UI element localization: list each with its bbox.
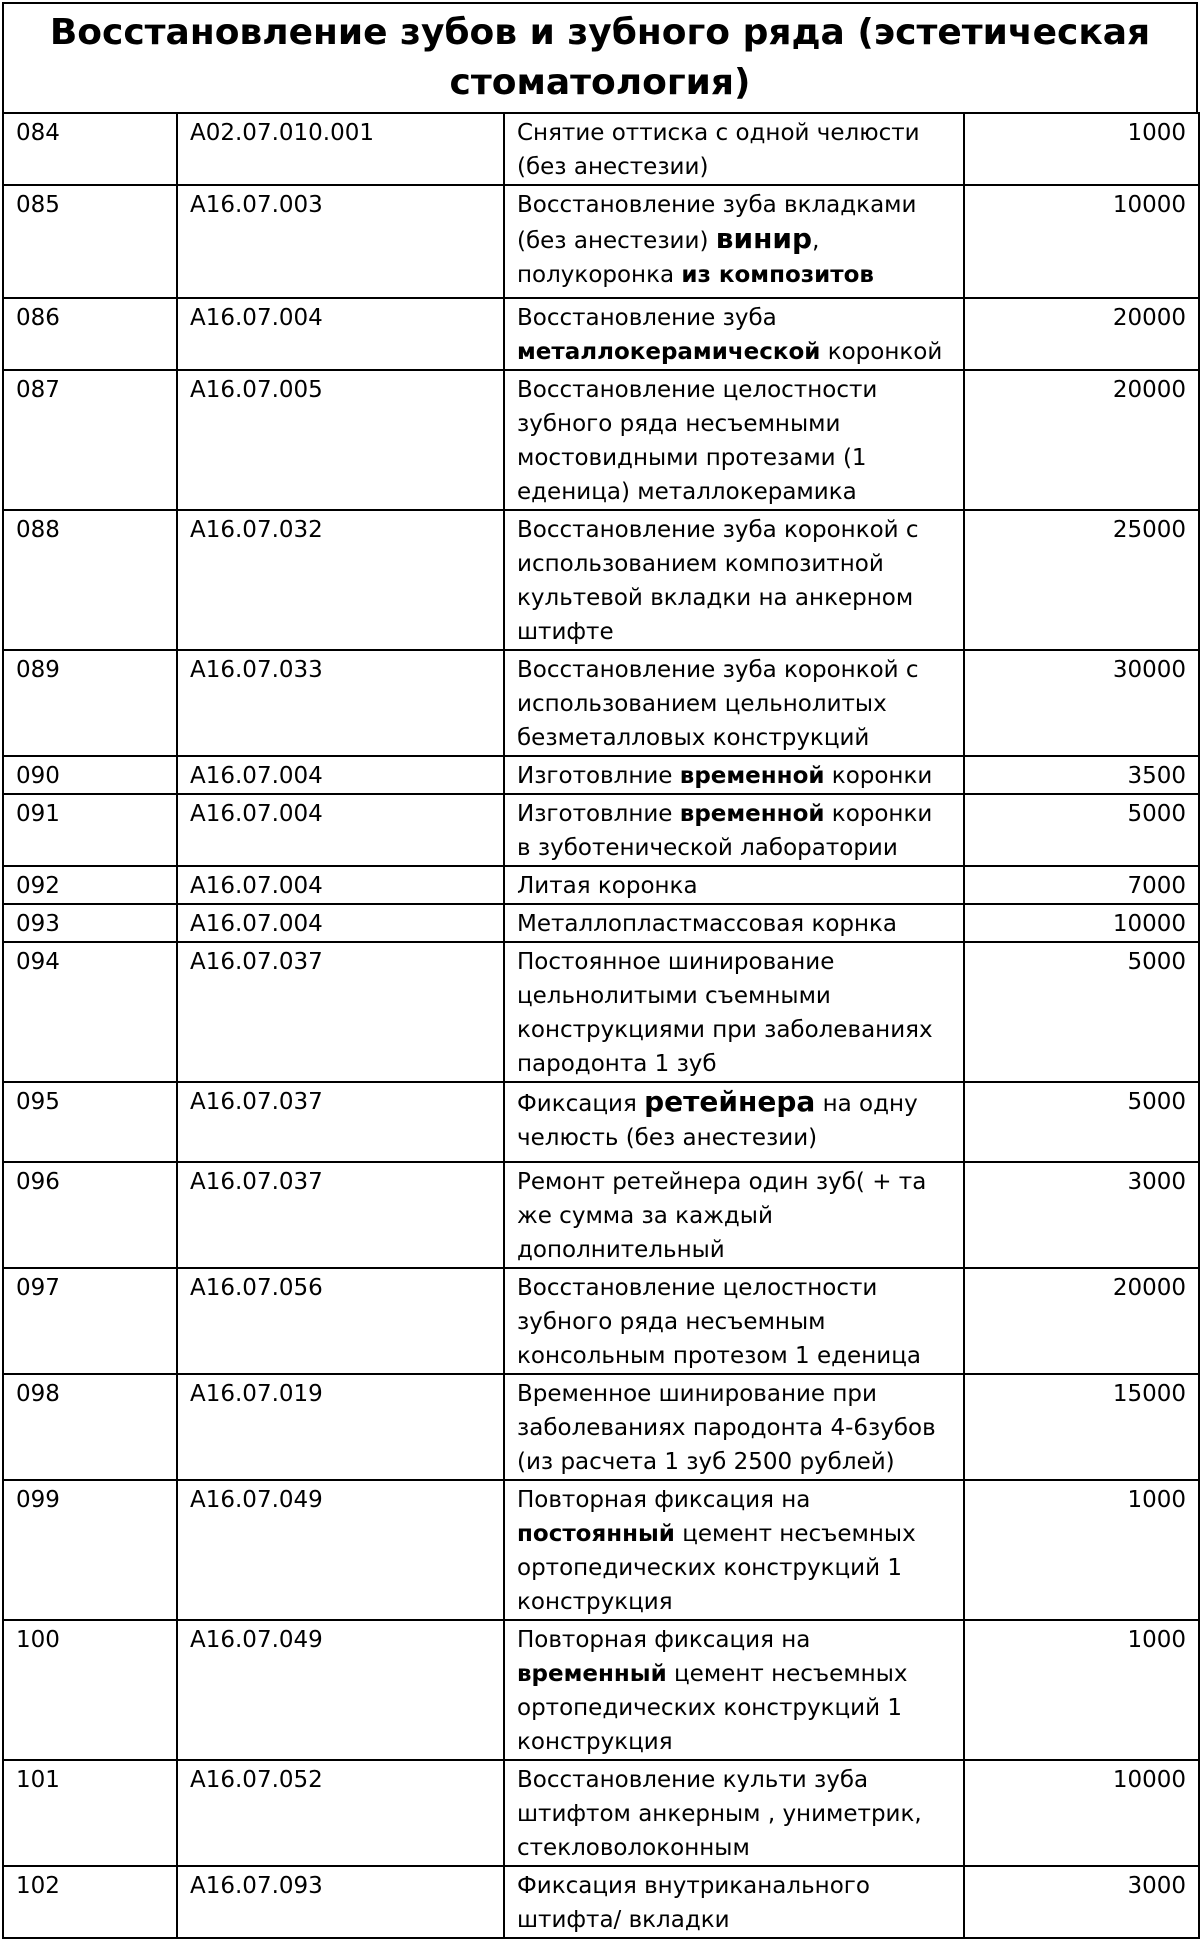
row-number: 092	[3, 866, 177, 904]
row-number: 087	[3, 370, 177, 510]
description-segment: металлокерамической	[517, 339, 821, 365]
description-segment: цемент несъемных ортопедических конструкций 1 конструкция	[517, 1661, 908, 1755]
description-segment: временной	[679, 763, 825, 789]
service-description	[504, 866, 964, 904]
service-code: A16.07.004	[177, 904, 504, 942]
service-code: A02.07.010.001	[177, 113, 504, 185]
table-row	[3, 1620, 1199, 1760]
service-description	[504, 1866, 964, 1938]
price-table	[2, 112, 1200, 1939]
row-number: 090	[3, 756, 177, 794]
price-list-page	[2, 2, 1198, 1939]
description-segment: на одну челюсть (без анестезии)	[517, 1091, 918, 1151]
description-segment: Повторная фиксация на	[517, 1487, 811, 1513]
row-number: 094	[3, 942, 177, 1082]
row-number: 101	[3, 1760, 177, 1866]
description-segment: Восстановление целостности зубного ряда несъемными мостовидными протезами (1 еденица) металлокерамика	[517, 377, 878, 505]
description-segment: коронкой	[820, 339, 943, 365]
row-number: 085	[3, 185, 177, 298]
description-segment: коронки	[824, 763, 933, 789]
service-price: 3000	[964, 1162, 1199, 1268]
service-description	[504, 510, 964, 650]
service-price: 3500	[964, 756, 1199, 794]
row-number: 093	[3, 904, 177, 942]
row-number: 096	[3, 1162, 177, 1268]
service-code: A16.07.049	[177, 1620, 504, 1760]
row-number: 089	[3, 650, 177, 756]
service-description	[504, 298, 964, 370]
service-price: 10000	[964, 185, 1199, 298]
service-description	[504, 904, 964, 942]
table-row	[3, 650, 1199, 756]
row-number: 100	[3, 1620, 177, 1760]
service-price: 1000	[964, 113, 1199, 185]
page-title: Восстановление зубов и зубного ряда (эстетическая стоматология)	[2, 2, 1198, 112]
service-price: 15000	[964, 1374, 1199, 1480]
service-code: A16.07.037	[177, 1162, 504, 1268]
table-row	[3, 1374, 1199, 1480]
service-code: A16.07.004	[177, 794, 504, 866]
description-segment: Повторная фиксация на	[517, 1627, 811, 1653]
table-row	[3, 904, 1199, 942]
service-code: A16.07.037	[177, 942, 504, 1082]
service-description	[504, 1082, 964, 1162]
description-segment: Металлопластмассовая корнка	[517, 911, 898, 937]
service-code: A16.07.004	[177, 756, 504, 794]
service-code: A16.07.093	[177, 1866, 504, 1938]
description-segment: временный	[517, 1661, 667, 1687]
service-price: 20000	[964, 370, 1199, 510]
table-row	[3, 794, 1199, 866]
description-segment: Изготовлние	[517, 763, 680, 789]
row-number: 099	[3, 1480, 177, 1620]
description-segment: постоянный	[517, 1521, 675, 1547]
service-description	[504, 1162, 964, 1268]
service-price: 5000	[964, 794, 1199, 866]
description-segment: Снятие оттиска с одной челюсти (без анестезии)	[517, 120, 920, 180]
service-description	[504, 650, 964, 756]
description-segment: Восстановление целостности зубного ряда несъемным консольным протезом 1 еденица	[517, 1275, 921, 1369]
description-segment: Постоянное шинирование цельнолитыми съемными конструкциями при заболеваниях пародонта 1 зуб	[517, 949, 933, 1077]
service-description	[504, 1480, 964, 1620]
service-description	[504, 1374, 964, 1480]
description-segment: коронки в зуботенической лаборатории	[517, 801, 933, 861]
row-number: 098	[3, 1374, 177, 1480]
service-description	[504, 370, 964, 510]
table-row	[3, 866, 1199, 904]
description-segment: из композитов	[681, 262, 874, 288]
row-number: 095	[3, 1082, 177, 1162]
service-price: 5000	[964, 942, 1199, 1082]
description-segment: Фиксация	[517, 1091, 645, 1117]
description-segment: Изготовлние	[517, 801, 680, 827]
service-price: 20000	[964, 1268, 1199, 1374]
description-segment: Ремонт ретейнера один зуб( + та же сумма за каждый дополнительный	[517, 1169, 927, 1263]
description-segment: Литая коронка	[517, 873, 698, 899]
table-row	[3, 1760, 1199, 1866]
table-row	[3, 113, 1199, 185]
row-number: 086	[3, 298, 177, 370]
row-number: 084	[3, 113, 177, 185]
service-price: 10000	[964, 904, 1199, 942]
table-row	[3, 756, 1199, 794]
service-description	[504, 185, 964, 298]
table-row	[3, 370, 1199, 510]
table-row	[3, 1082, 1199, 1162]
service-price: 1000	[964, 1480, 1199, 1620]
service-description	[504, 1620, 964, 1760]
service-price: 10000	[964, 1760, 1199, 1866]
row-number: 088	[3, 510, 177, 650]
description-segment: цемент несъемных ортопедических конструкций 1 конструкция	[517, 1521, 916, 1615]
service-description	[504, 756, 964, 794]
service-code: A16.07.033	[177, 650, 504, 756]
description-segment: ретейнера	[644, 1085, 816, 1118]
service-description	[504, 1760, 964, 1866]
service-code: A16.07.004	[177, 298, 504, 370]
service-price: 1000	[964, 1620, 1199, 1760]
service-price: 7000	[964, 866, 1199, 904]
table-row	[3, 1162, 1199, 1268]
price-table-body	[3, 113, 1199, 1938]
table-row	[3, 1480, 1199, 1620]
service-description	[504, 1268, 964, 1374]
description-segment: винир	[715, 222, 813, 255]
service-code: A16.07.056	[177, 1268, 504, 1374]
row-number: 097	[3, 1268, 177, 1374]
table-row	[3, 1866, 1199, 1938]
description-segment: Восстановление культи зуба штифтом анкерным , униметрик, стекловолоконным	[517, 1767, 922, 1861]
table-row	[3, 298, 1199, 370]
service-code: A16.07.005	[177, 370, 504, 510]
service-price: 3000	[964, 1866, 1199, 1938]
service-description	[504, 794, 964, 866]
description-segment: временной	[679, 801, 825, 827]
service-code: A16.07.032	[177, 510, 504, 650]
service-code: A16.07.052	[177, 1760, 504, 1866]
service-code: A16.07.003	[177, 185, 504, 298]
service-price: 30000	[964, 650, 1199, 756]
table-row	[3, 185, 1199, 298]
table-row	[3, 510, 1199, 650]
service-code: A16.07.049	[177, 1480, 504, 1620]
service-description	[504, 113, 964, 185]
description-segment: Фиксация внутриканального штифта/ вкладки	[517, 1873, 870, 1933]
service-code: A16.07.004	[177, 866, 504, 904]
service-price: 5000	[964, 1082, 1199, 1162]
description-segment: Восстановление зуба коронкой с использованием цельнолитых безметалловых конструкций	[517, 657, 919, 751]
row-number: 102	[3, 1866, 177, 1938]
description-segment: , полукоронка	[517, 228, 820, 288]
description-segment: Восстановление зуба вкладками (без анестезии)	[517, 192, 917, 254]
description-segment: Временное шинирование при заболеваниях пародонта 4-6зубов (из расчета 1 зуб 2500 рублей)	[517, 1381, 936, 1475]
service-description	[504, 942, 964, 1082]
table-row	[3, 1268, 1199, 1374]
table-row	[3, 942, 1199, 1082]
row-number: 091	[3, 794, 177, 866]
service-price: 20000	[964, 298, 1199, 370]
service-code: A16.07.037	[177, 1082, 504, 1162]
description-segment: Восстановление зуба	[517, 305, 777, 331]
description-segment: Восстановление зуба коронкой с использованием композитной культевой вкладки на анкерном штифте	[517, 517, 919, 645]
service-code: A16.07.019	[177, 1374, 504, 1480]
service-price: 25000	[964, 510, 1199, 650]
